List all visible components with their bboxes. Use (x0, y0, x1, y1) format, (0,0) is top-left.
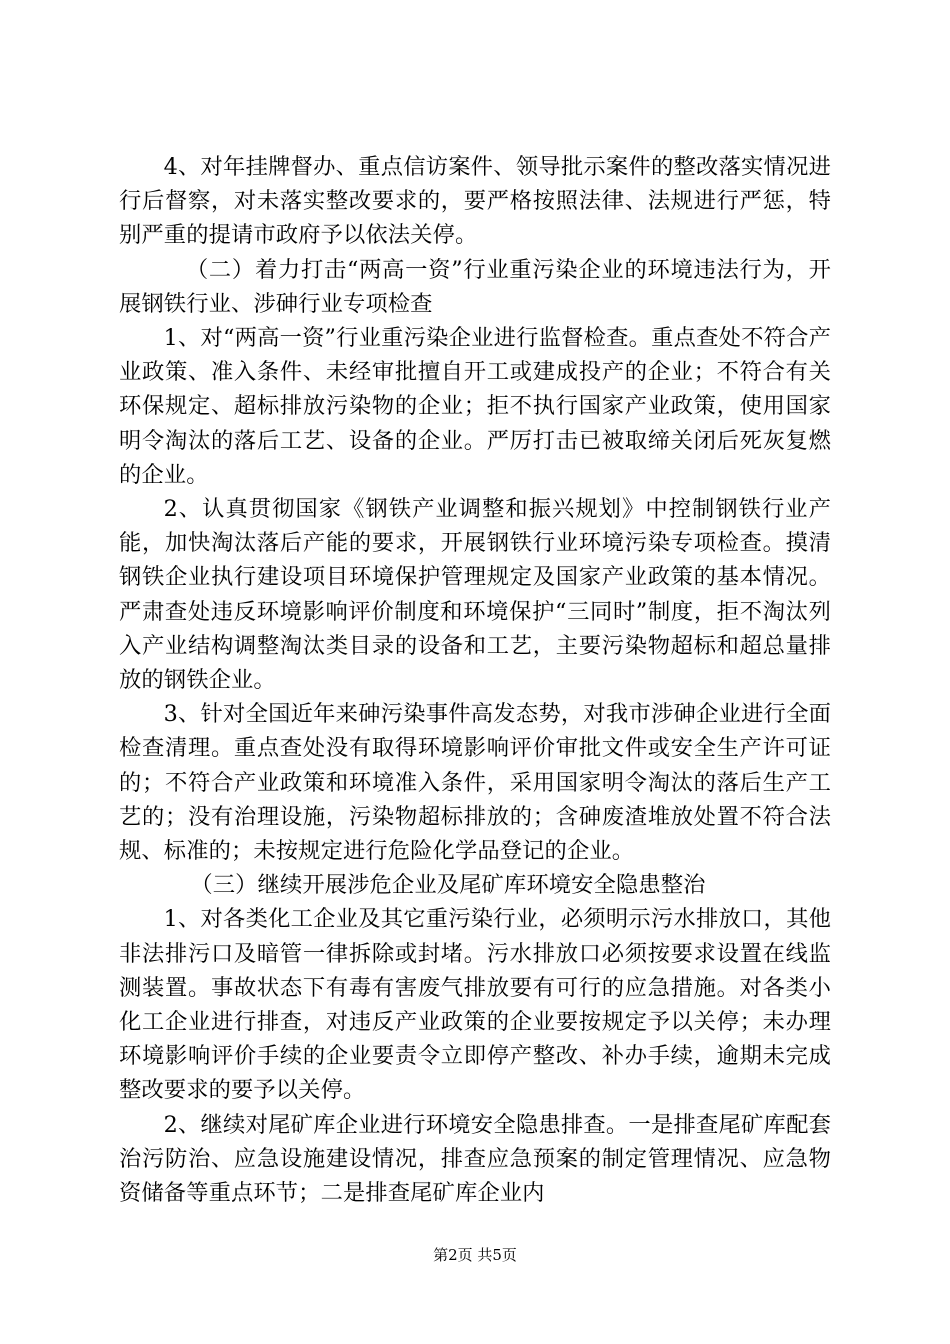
section-heading-2: （二）着力打击“两高一资”行业重污染企业的环境违法行为，开展钢铁行业、涉砷行业专项检查 (119, 256, 831, 317)
paragraph-item-4: 4、对年挂牌督办、重点信访案件、领导批示案件的整改落实情况进行后督察，对未落实整改要求的，要严格按照法律、法规进行严惩，特别严重的提请市政府予以依法关停。 (119, 154, 831, 249)
paragraph-item-3-2: 2、继续对尾矿库企业进行环境安全隐患排查。一是排查尾矿库配套治污防治、应急设施建设情况，排查应急预案的制定管理情况、应急物资储备等重点环节；二是排查尾矿库企业内 (119, 1111, 831, 1207)
section-heading-3: （三）继续开展涉危企业及尾矿库环境安全隐患整治 (190, 872, 706, 899)
paragraph-item-3-1: 1、对各类化工企业及其它重污染行业，必须明示污水排放口，其他非法排污口及暗管一律拆除或封堵。污水排放口必须按要求设置在线监测装置。事故状态下有毒有害废气排放要有可行的应急措施。对各类小化工企业进行排查，对违反产业政策的企业要按规定予以关停；未办理环境影响评价手续的企业要责令立即停产整改、补办手续，逾期未完成整改要求的要予以关停。 (119, 906, 831, 1104)
paragraph-item-2-3: 3、针对全国近年来砷污染事件高发态势，对我市涉砷企业进行全面检查清理。重点查处没有取得环境影响评价审批文件或安全生产许可证的；不符合产业政策和环境准入条件，采用国家明令淘汰的落后生产工艺的；没有治理设施，污染物超标排放的；含砷废渣堆放处置不符合法规、标准的；未按规定进行危险化学品登记的企业。 (119, 701, 831, 865)
paragraph-item-2-1: 1、对“两高一资”行业重污染企业进行监督检查。重点查处不符合产业政策、准入条件、未经审批擅自开工或建成投产的企业；不符合有关环保规定、超标排放污染物的企业；拒不执行国家产业政策，使用国家明令淘汰的落后工艺、设备的企业。严厉打击已被取缔关闭后死灰复燃的企业。 (119, 325, 831, 488)
paragraph-item-2-2: 2、认真贯彻国家《钢铁产业调整和振兴规划》中控制钢铁行业产能，加快淘汰落后产能的要求，开展钢铁行业环境污染专项检查。摸清钢铁企业执行建设项目环境保护管理规定及国家产业政策的基本情况。严肃查处违反环境影响评价制度和环境保护“三同时”制度，拒不淘汰列入产业结构调整淘汰类目录的设备和工艺，主要污染物超标和超总量排放的钢铁企业。 (119, 496, 831, 694)
document-body (119, 150, 831, 1210)
page-number-footer: 第2页 共5页 (433, 1246, 517, 1264)
